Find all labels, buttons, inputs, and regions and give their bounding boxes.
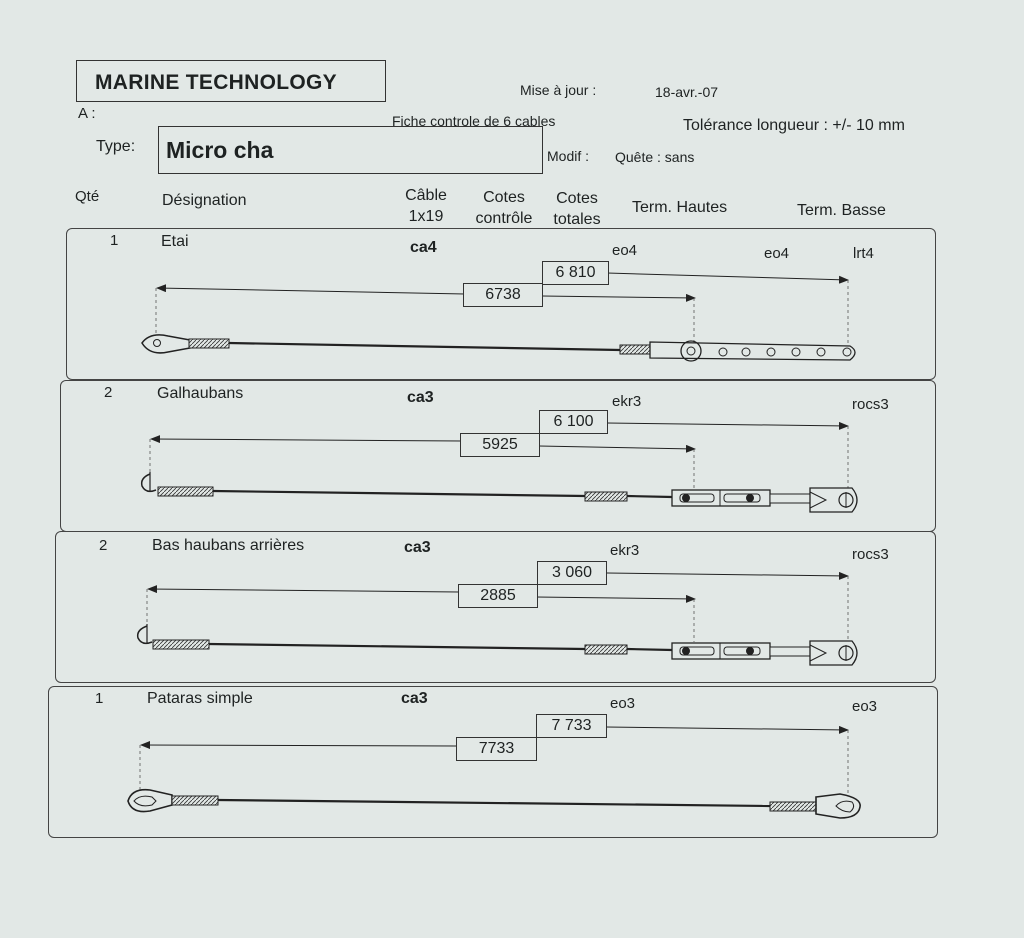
designation-galhaubans: Galhaubans [157, 385, 244, 402]
update-label: Mise à jour : [520, 82, 597, 98]
col-term-low: Term. Basse [797, 202, 886, 219]
term-low-galhaubans: rocs3 [852, 396, 889, 413]
cable-sketch-galhaubans [142, 472, 857, 512]
term-mid-etai: eo4 [764, 245, 790, 262]
sheet-title: Fiche controle de 6 cables [392, 113, 556, 129]
cable-ref-bas-haubans: ca3 [404, 539, 431, 556]
designation-bas-haubans: Bas haubans arrières [152, 537, 305, 554]
designation-pataras: Pataras simple [147, 690, 253, 707]
qty-etai: 1 [110, 232, 119, 249]
col-control-line1: Cotes [483, 189, 525, 206]
control-length-galhaubans: 5925 [460, 433, 540, 457]
col-control-line2: contrôle [475, 210, 533, 227]
designation-etai: Etai [161, 233, 189, 250]
type-label: Type: [96, 138, 136, 155]
cable-sketch-pataras [128, 790, 860, 818]
term-high-pataras: eo3 [610, 695, 636, 712]
total-length-etai: 6 810 [542, 261, 609, 285]
company-name: MARINE TECHNOLOGY [95, 71, 337, 94]
term-high-bas-haubans: ekr3 [610, 542, 640, 559]
update-date: 18-avr.-07 [655, 84, 719, 100]
control-length-bas-haubans: 2885 [458, 584, 538, 608]
qty-pataras: 1 [95, 690, 104, 707]
qty-galhaubans: 2 [104, 384, 113, 401]
col-total-line2: totales [553, 211, 601, 228]
modif-label: Modif : [547, 148, 590, 164]
recipient-label: A : [78, 105, 96, 122]
col-term-high: Term. Hautes [632, 199, 728, 216]
qty-bas-haubans: 2 [99, 537, 108, 554]
col-designation: Désignation [162, 192, 247, 209]
tolerance: Tolérance longueur : +/- 10 mm [683, 117, 905, 134]
total-length-galhaubans: 6 100 [539, 410, 608, 434]
cable-ref-etai: ca4 [410, 239, 437, 256]
col-qty: Qté [75, 188, 100, 205]
cable-sketch-etai [142, 335, 855, 361]
control-length-pataras: 7733 [456, 737, 537, 761]
cable-sketch-bas-haubans [138, 624, 857, 665]
total-length-bas-haubans: 3 060 [537, 561, 607, 585]
control-length-etai: 6738 [463, 283, 543, 307]
term-low-bas-haubans: rocs3 [852, 546, 889, 563]
term-high-galhaubans: ekr3 [612, 393, 642, 410]
cable-ref-galhaubans: ca3 [407, 389, 434, 406]
modif-value: Quête : sans [615, 149, 695, 165]
col-cable-line1: Câble [405, 187, 447, 204]
term-low-etai: lrt4 [853, 245, 874, 262]
cable-ref-pataras: ca3 [401, 690, 428, 707]
total-length-pataras: 7 733 [536, 714, 607, 738]
col-total-line1: Cotes [556, 190, 598, 207]
term-low-pataras: eo3 [852, 698, 878, 715]
term-high-etai: eo4 [612, 242, 638, 259]
col-cable-line2: 1x19 [408, 208, 444, 225]
type-value: Micro cha [166, 137, 274, 163]
